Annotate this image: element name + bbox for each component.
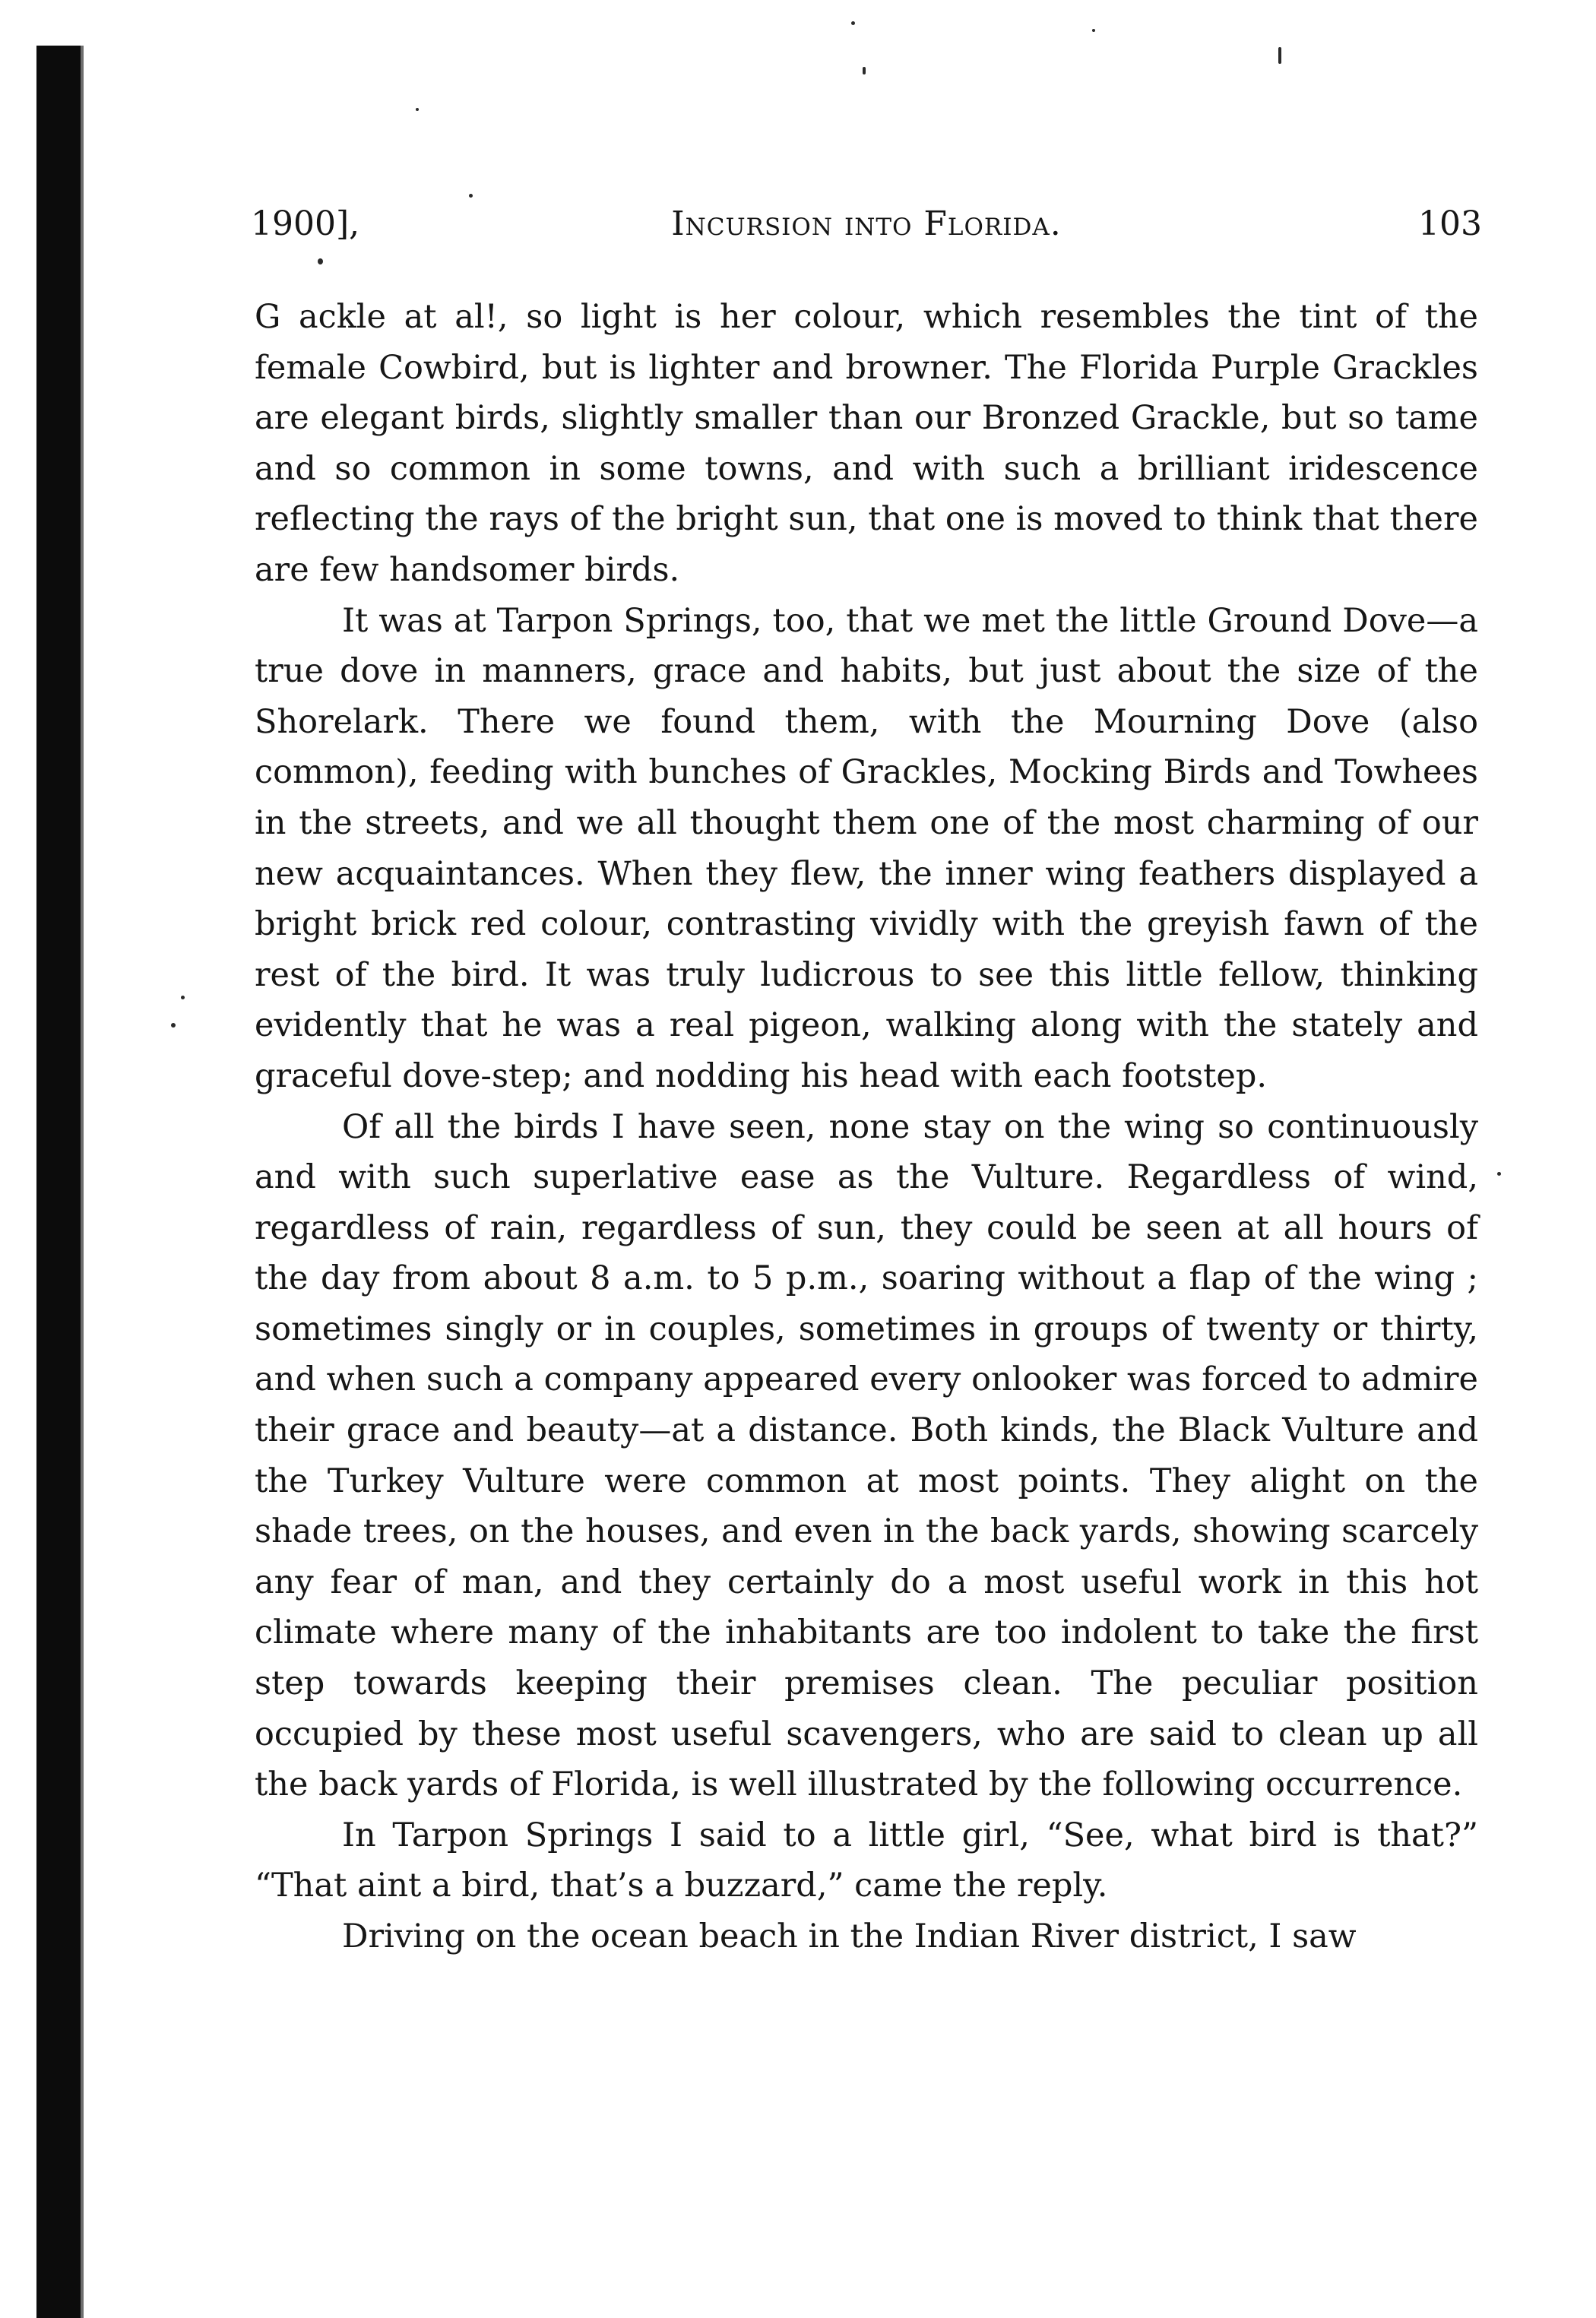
scan-speck <box>1497 1172 1501 1176</box>
scan-speck <box>1092 29 1095 32</box>
scan-speck <box>318 258 323 264</box>
book-spine-edge <box>81 46 84 2318</box>
scan-speck <box>851 21 855 25</box>
paragraph: In Tarpon Springs I said to a little girl, “See, what bird is that?” “That aint a bird, that’s a buzzard,” came the reply. <box>255 1816 1478 1905</box>
paragraph: G ackle at al!, so light is her colour, which resembles the tint of the female Cowbird, but is lighter and browner. The Florida Purple Grackles are elegant birds, slightly smaller than our Bronzed Grackle, but so tame and so common in some towns, and with such a brilliant iridescence reflecting the rays of the bright sun, that one is moved to think that there are few handsomer birds. <box>255 298 1478 589</box>
scan-speck <box>1278 47 1281 64</box>
paragraph: Driving on the ocean beach in the Indian River district, I saw <box>342 1917 1357 1955</box>
body-text <box>255 292 1478 1962</box>
header-title: Incursion into Florida. <box>671 204 1062 243</box>
header-year: 1900], <box>251 204 360 243</box>
scan-speck <box>171 1023 176 1028</box>
page-number: 103 <box>1418 204 1482 243</box>
paragraph: It was at Tarpon Springs, too, that we met the little Ground Dove—a true dove in manners, grace and habits, but just about the size of the Shorelark. There we found them, with the Mourning Dove (also common), feeding with bunches of Grackles, Mocking Birds and Towhees in the streets, and we all thought them one of the most charming of our new acquaintances. When they flew, the inner wing feathers displayed a bright brick red colour, contrasting vividly with the greyish fawn of the rest of the bird. It was truly ludicrous to see this little fellow, thinking evidently that he was a real pigeon, walking along with the stately and graceful dove-step; and nodding his head with each footstep. <box>255 601 1478 1095</box>
scan-speck <box>469 194 473 198</box>
scan-speck <box>181 996 185 999</box>
running-header <box>251 201 1482 247</box>
scan-speck <box>416 108 419 111</box>
book-spine-shadow <box>36 46 81 2318</box>
paragraph: Of all the birds I have seen, none stay on the wing so continuously and with such superlative ease as the Vulture. Regardless of wind, regardless of rain, regardless of sun, they could be seen at all hours of the day from about 8 a.m. to 5 p.m., soaring without a flap of the wing ; sometimes singly or in couples, sometimes in groups of twenty or thirty, and when such a company appeared every onlooker was forced to admire their grace and beauty—at a distance. Both kinds, the Black Vulture and the Turkey Vulture were common at most points. They alight on the shade trees, on the houses, and even in the back yards, showing scarcely any fear of man, and they certainly do a most useful work in this hot climate where many of the inhabitants are too indolent to take the first step towards keeping their premises clean. The peculiar position occupied by these most useful scavengers, who are said to clean up all the back yards of Florida, is well illustrated by the following occurrence. <box>255 1107 1478 1804</box>
scan-speck <box>863 67 866 74</box>
